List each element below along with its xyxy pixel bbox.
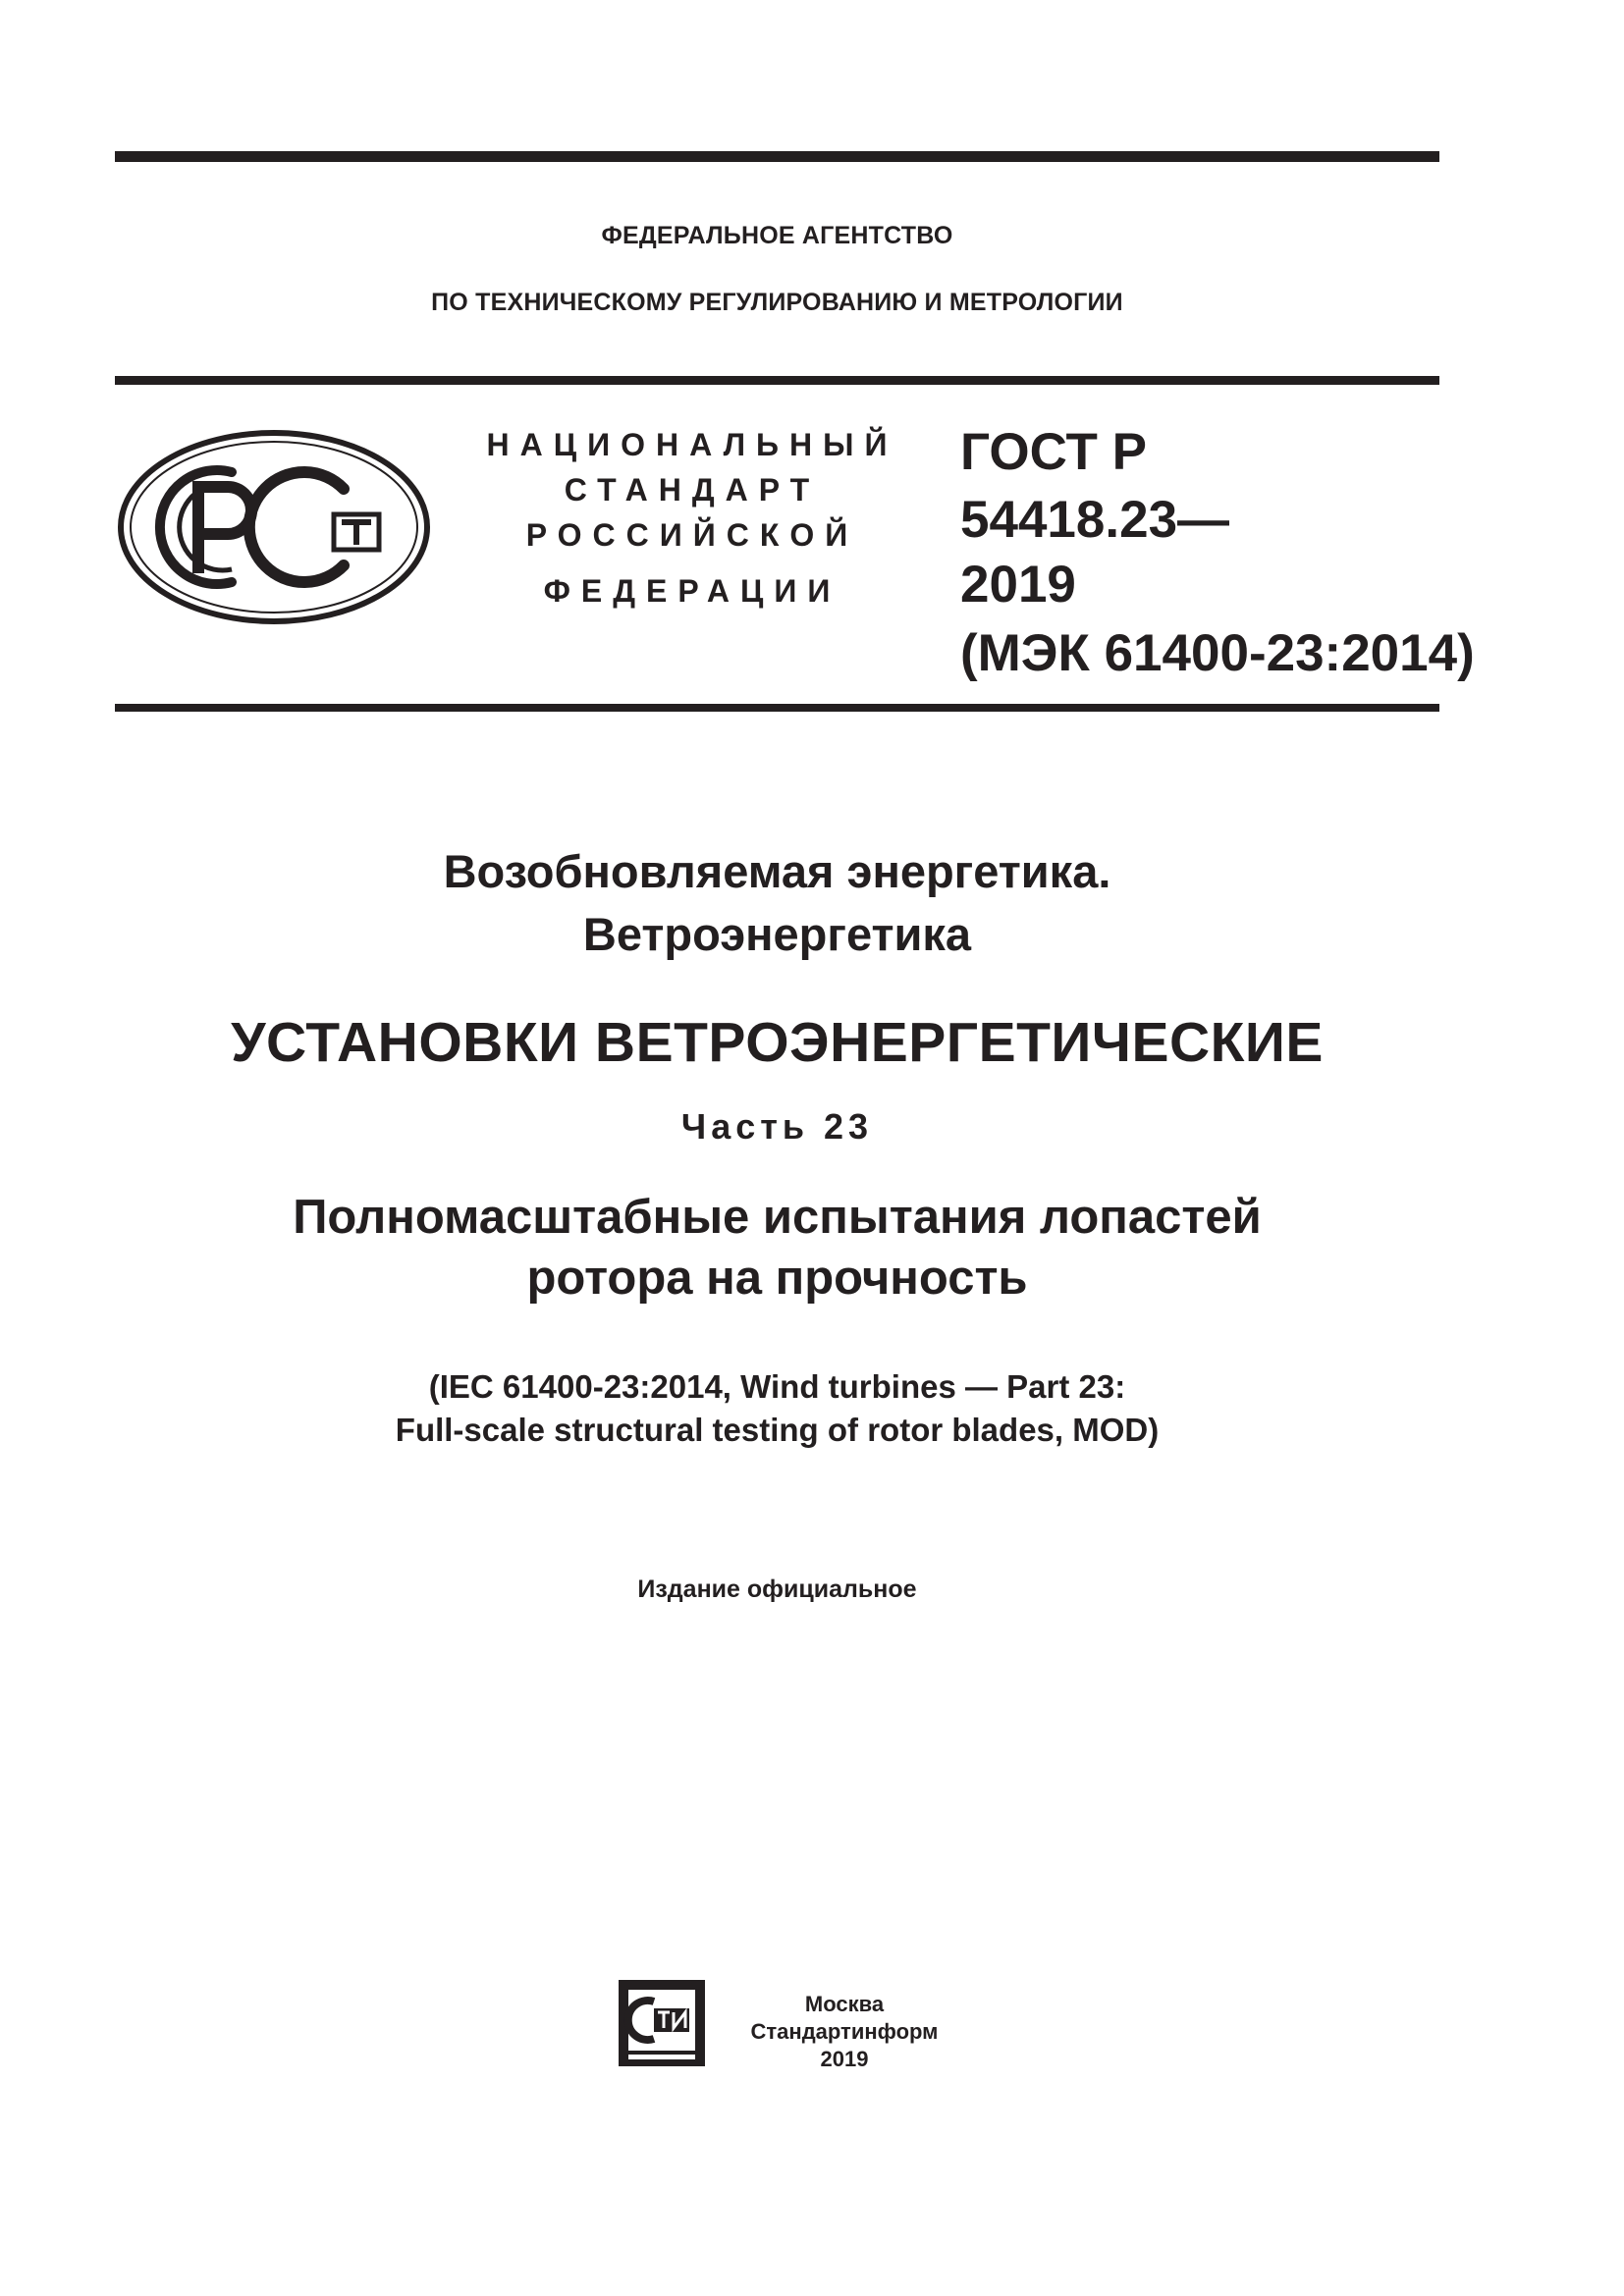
publisher-year: 2019 [820, 2047, 869, 2071]
publisher-name: Стандартинформ [750, 2019, 939, 2044]
gost-designation-line-1: ГОСТ Р [960, 423, 1147, 481]
lower-rule [115, 704, 1439, 712]
subtitle-line-2: ротора на прочность [526, 1252, 1028, 1305]
title-line-1: Возобновляемая энергетика. [443, 845, 1111, 897]
national-standard-line-2: СТАНДАРТ [564, 472, 821, 507]
top-rule [115, 151, 1439, 162]
title-caps: УСТАНОВКИ ВЕТРОЭНЕРГЕТИЧЕСКИЕ [231, 1011, 1324, 1074]
title-line-2: Ветроэнергетика [582, 908, 972, 960]
part-number: Часть 23 [680, 1106, 874, 1147]
gost-designation-line-4: (МЭК 61400-23:2014) [960, 624, 1475, 682]
subtitle-line-1: Полномасштабные испытания лопастей [293, 1191, 1262, 1244]
standartinform-logo-icon [615, 1976, 709, 2070]
agency-line-1: ФЕДЕРАЛЬНОЕ АГЕНТСТВО [601, 222, 953, 249]
national-standard-line-3: РОССИЙСКОЙ [525, 517, 859, 553]
agency-line-2: ПО ТЕХНИЧЕСКОМУ РЕГУЛИРОВАНИЮ И МЕТРОЛОГИИ [431, 289, 1123, 316]
publisher-city: Москва [804, 1992, 885, 2016]
gost-designation-line-3: 2019 [960, 556, 1076, 614]
middle-rule [115, 376, 1439, 385]
rst-certification-mark-icon [116, 428, 432, 626]
iec-reference-line-1: (IEC 61400-23:2014, Wind turbines — Part 23: [428, 1368, 1126, 1405]
national-standard-line-1: НАЦИОНАЛЬНЫЙ [486, 427, 898, 462]
national-standard-line-4: ФЕДЕРАЦИИ [543, 573, 841, 609]
iec-reference-line-2: Full-scale structural testing of rotor blades, MOD) [395, 1412, 1160, 1448]
gost-designation-line-2: 54418.23— [960, 491, 1230, 549]
edition-note: Издание официальное [637, 1575, 917, 1603]
